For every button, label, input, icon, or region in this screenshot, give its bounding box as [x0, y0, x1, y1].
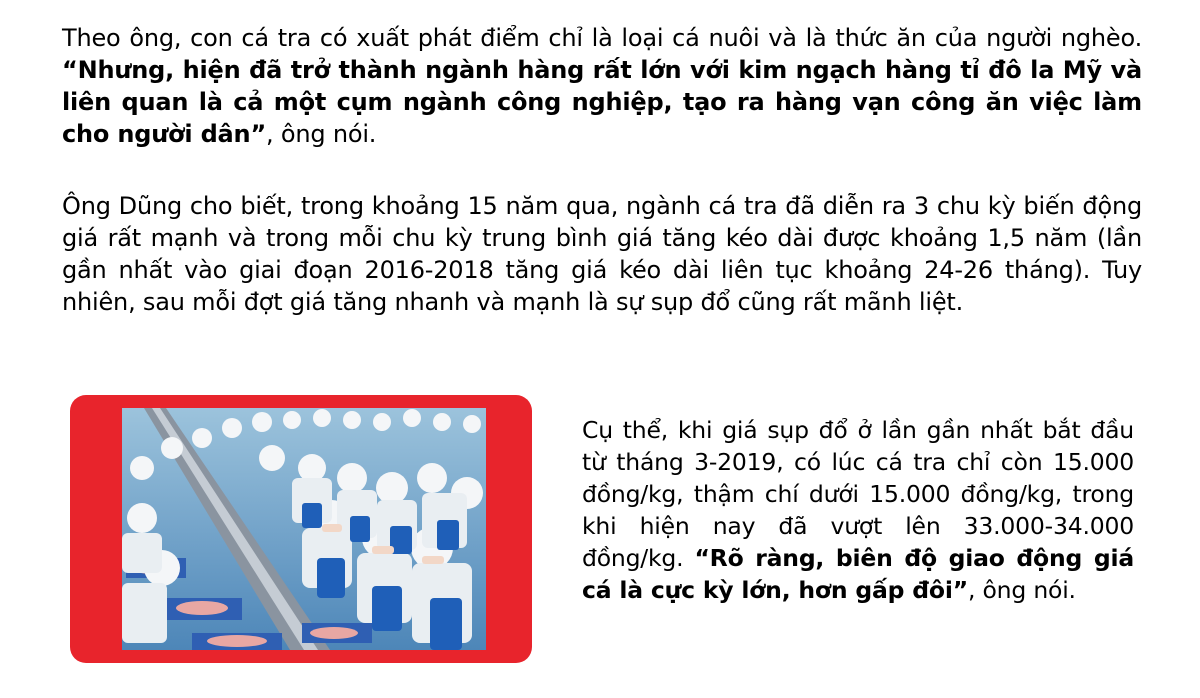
paragraph-1-text-b: , ông nói. [266, 120, 377, 148]
paragraph-3 [582, 414, 1134, 606]
photo-frame [70, 395, 532, 663]
paragraph-3-quote: “Rõ ràng, biên độ giao động giá cá là cực kỳ lớn, hơn gấp đôi” [582, 544, 1134, 604]
factory-illustration [122, 408, 486, 650]
paragraph-1 [62, 22, 1142, 150]
paragraph-2-text: Ông Dũng cho biết, trong khoảng 15 năm qua, ngành cá tra đã diễn ra 3 chu kỳ biến động giá rất mạnh và trong mỗi chu kỳ trung bình giá tăng kéo dài được khoảng 1,5 năm (lần gần nhất vào giai đoạn 2016-2018 tăng giá kéo dài liên tục khoảng 24-26 tháng). Tuy nhiên, sau mỗi đợt giá tăng nhanh và mạnh là sự sụp đổ cũng rất mãnh liệt. [62, 192, 1142, 316]
fish-processing-photo [122, 408, 486, 650]
paragraph-1-text-a: Theo ông, con cá tra có xuất phát điểm chỉ là loại cá nuôi và là thức ăn của người nghèo. [62, 24, 1142, 52]
paragraph-3-text-b: , ông nói. [967, 576, 1076, 604]
paragraph-2 [62, 190, 1142, 318]
paragraph-3-text-a: Cụ thể, khi giá sụp đổ ở lần gần nhất bắt đầu từ tháng 3-2019, có lúc cá tra chỉ còn 15.000 đồng/kg, thậm chí dưới 15.000 đồng/kg, trong khi hiện nay đã vượt lên 33.000-34.000 đồng/kg. [582, 416, 1134, 572]
paragraph-1-quote: “Nhưng, hiện đã trở thành ngành hàng rất lớn với kim ngạch hàng tỉ đô la Mỹ và liên quan là cả một cụm ngành công nghiệp, tạo ra hàng vạn công ăn việc làm cho người dân” [62, 56, 1142, 148]
